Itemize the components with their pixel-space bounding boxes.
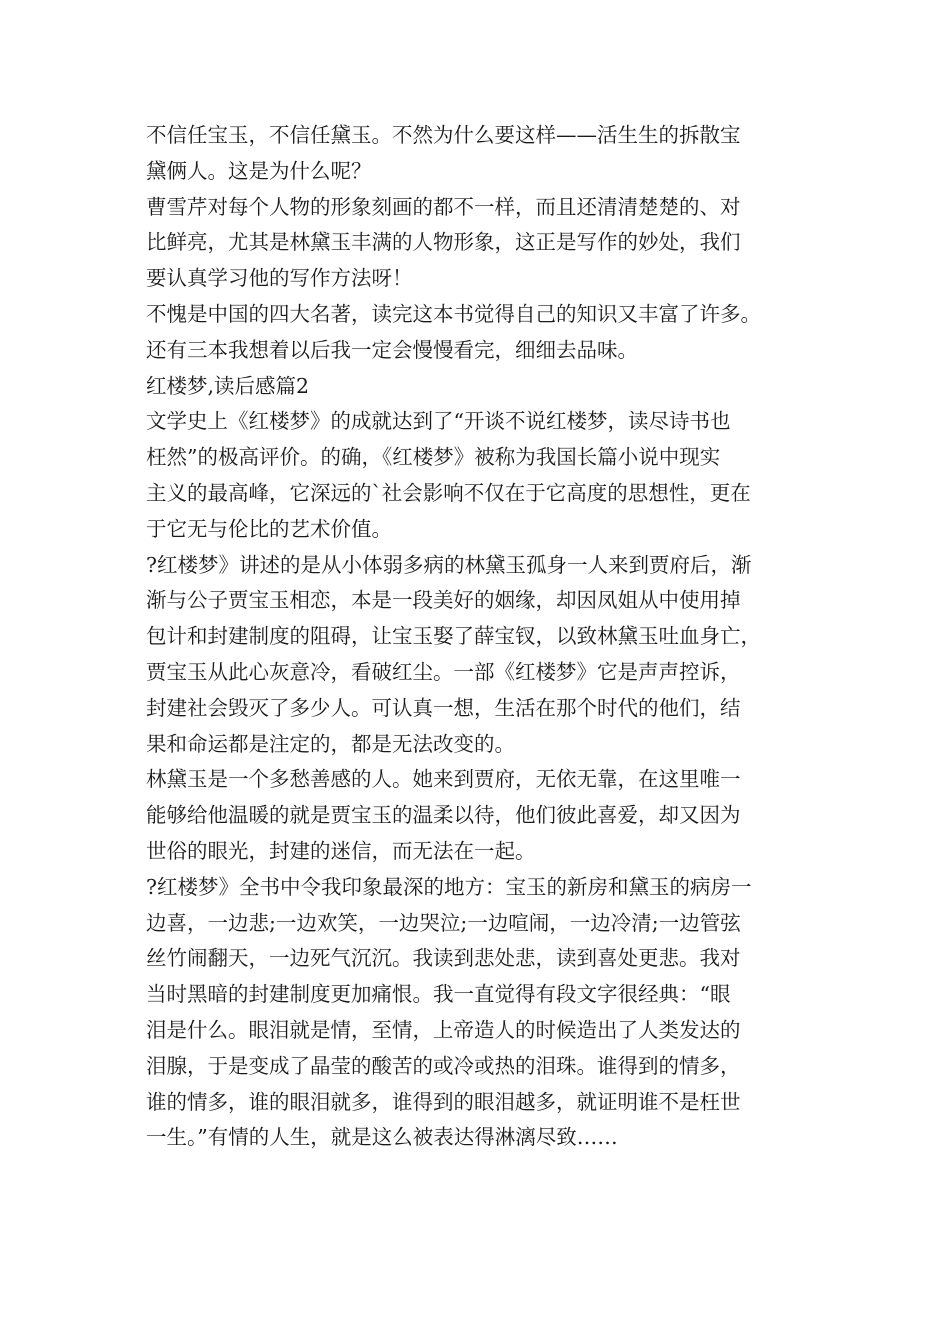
paragraph-deepest-impression: ?红楼梦》全书中令我印象最深的地方：宝玉的新房和黛玉的病房一 边喜，一边悲;一边欢笑，一边哭泣;一边喧闹，一边冷清;一边管弦 丝竹闹翻天，一边死气沉沉。我读到悲处悲，读到喜处更悲。我对 当时黑暗的封建制度更加痛恨。我一直觉得有段文字很经典：“眼 泪是什么。眼泪就是情，至情，上帝造人的时候造出了人类发达的 泪腺，于是变成了晶莹的酸苦的或冷或热的泪珠。谁得到的情多， 谁的情多，谁的眼泪就多，谁得到的眼泪越多，就证明谁不是枉世 一生。”有情的人生，就是这么被表达得淋漓尽致…… <box>146 874 752 1150</box>
paragraph-plot-summary: ?红楼梦》讲述的是从小体弱多病的林黛玉孤身一人来到贾府后，渐 渐与公子贾宝玉相恋，本是一段美好的姻缘，却因凤姐从中使用掉 包计和封建制度的阻碍，让宝玉娶了薛宝钗，以致林黛玉吐血身亡， 贾宝玉从此心灰意冷，看破红尘。一部《红楼梦》它是声声控诉， 封建社会毁灭了多少人。可认真一想，生活在那个时代的他们，结 果和命运都是注定的，都是无法改变的。 <box>146 552 761 756</box>
section-heading: 红楼梦,读后感篇2 <box>146 373 310 398</box>
paragraph-literary-history: 文学史上《红楼梦》的成就达到了“开谈不说红楼梦，读尽诗书也 枉然”的极高评价。的确，《红楼梦》被称为我国长篇小说中现实 主义的最高峰，它深远的`社会影响不仅在于它高度的思想性，更在 于它无与伦比的艺术价值。 <box>146 409 751 541</box>
paragraph-lin-daiyu: 林黛玉是一个多愁善感的人。她来到贾府，无依无靠，在这里唯一 能够给他温暖的就是贾宝玉的温柔以待，他们彼此喜爱，却又因为 世俗的眼光，封建的迷信，而无法在一起。 <box>146 767 741 863</box>
paragraph-four-classics: 不愧是中国的四大名著，读完这本书觉得自己的知识又丰富了许多。 还有三本我想着以后我一定会慢慢看完，细细去品味。 <box>146 301 761 362</box>
paragraph-intro-end: 不信任宝玉，不信任黛玉。不然为什么要这样——活生生的拆散宝 黛俩人。这是为什么呢？ <box>146 123 741 183</box>
paragraph-character-portrayal: 曹雪芹对每个人物的形象刻画的都不一样，而且还清清楚楚的、对 比鲜亮，尤其是林黛玉丰满的人物形象，这正是写作的妙处，我们 要认真学习他的写作方法呀！ <box>146 194 741 291</box>
document-body <box>146 118 826 1156</box>
